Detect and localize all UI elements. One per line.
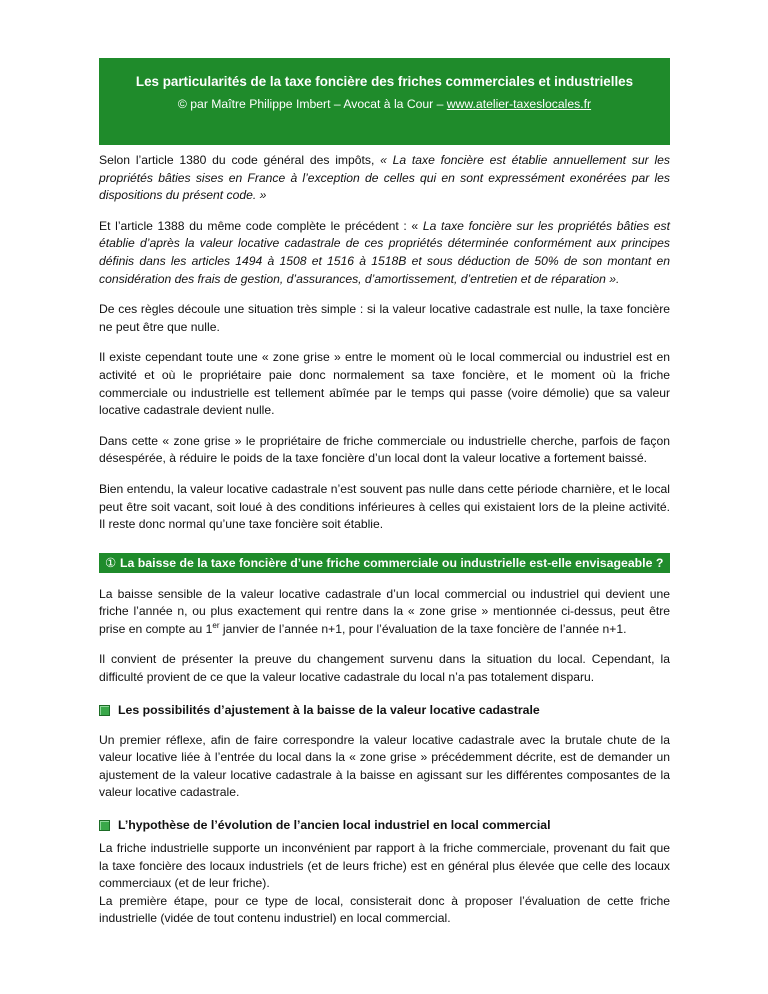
byline-text: © par Maître Philippe Imbert – Avocat à la Cour – xyxy=(177,97,447,111)
intro-p2-lead: Et l’article 1388 du même code complète le précédent : « xyxy=(99,218,423,233)
document-title: Les particularités de la taxe foncière des friches commerciales et industrielles xyxy=(135,74,634,89)
intro-paragraph-3: De ces règles découle une situation très simple : si la valeur locative cadastrale est nulle, la taxe foncière ne peut être que nulle. xyxy=(99,302,670,334)
section-1-paragraph-1 xyxy=(99,586,670,639)
website-link[interactable]: www.atelier-taxeslocales.fr xyxy=(446,97,592,111)
subsection-2-title: L’hypothèse de l’évolution de l’ancien local industriel en local commercial xyxy=(118,818,551,833)
section-1-heading xyxy=(99,553,670,573)
subsection-1-title: Les possibilités d’ajustement à la baisse de la valeur locative cadastrale xyxy=(118,702,540,717)
intro-p1-quote: « La taxe foncière est établie annuellement sur les propriétés bâties sises en France à l’exception de celles qui en sont expressément exonérées par les dispositions du présent code. » xyxy=(99,153,670,203)
subsection-1-paragraph: Un premier réflexe, afin de faire correspondre la valeur locative cadastrale avec la brutale chute de la valeur locative liée à l’entrée du local dans la « zone grise » précédemment décrite, est de demander un ajustement de la valeur locative cadastrale à la baisse en agissant sur les différentes composantes de la valeur locative cadastrale. xyxy=(99,732,670,800)
intro-paragraph-2 xyxy=(99,218,670,288)
section-1-paragraph-2: Il convient de présenter la preuve du changement survenu dans la situation du local. Cependant, la difficulté provient de ce que la valeur locative cadastrale du local n’a pas totalement disparu. xyxy=(99,652,670,685)
section-1-number: ① xyxy=(105,555,117,570)
subsection-2-heading xyxy=(99,817,670,834)
subsection-2-paragraph-2: La première étape, pour ce type de local, consisterait donc à proposer l’évaluation de cette friche industrielle (vidée de tout contenu industriel) en local commercial. xyxy=(99,893,670,926)
intro-p2-quote: La taxe foncière sur les propriétés bâties est établie d’après la valeur locative cadastrale de ces propriétés déterminée conformément aux principes définis dans les articles 1494 à 1508 et 1516 à 1518B et sous déduction de 50% de son montant en considération des frais de gestion, d’assurances, d’amortissement, d’entretien et de réparation ». xyxy=(99,218,670,286)
section-1-p1-text-a: La baisse sensible de la valeur locative cadastrale d’un local commercial ou industriel qui devient une friche l’année n, ou plus exactement qui rentre dans la « zone grise » mentionnée ci-dessus, peut être prise en compte au 1 xyxy=(99,586,670,636)
section-1-p1-text-b: janvier de l’année n+1, pour l’évaluation de la taxe foncière de l’année n+1. xyxy=(219,621,627,636)
intro-paragraph-1 xyxy=(99,152,670,205)
superscript-er: er xyxy=(212,620,220,630)
square-bullet-icon xyxy=(99,705,110,716)
document-body xyxy=(99,152,670,928)
intro-paragraph-6: Bien entendu, la valeur locative cadastrale n’est souvent pas nulle dans cette période charnière, et le local peut être soit vacant, soit loué à des conditions inférieures à celles qui existaient lors de la pleine activité. Il reste donc normal qu’une taxe foncière soit établie. xyxy=(99,481,670,532)
subsection-2-paragraph-1: La friche industrielle supporte un inconvénient par rapport à la friche commerciale, provenant du fait que la taxe foncière des locaux industriels (et de leurs friche) est en général plus élevée que celle des locaux commerciaux (et de leur friche). xyxy=(99,841,670,891)
intro-p1-lead: Selon l’article 1380 du code général des impôts, xyxy=(99,153,381,167)
intro-paragraph-4: Il existe cependant toute une « zone grise » entre le moment où le local commercial ou industriel est en activité et où le propriétaire paie donc normalement sa taxe foncière, et le moment où la friche commerciale ou industrielle est tellement abîmée par le temps qui passe (voire démolie) que sa valeur locative cadastrale devient nulle. xyxy=(99,350,670,418)
header-banner xyxy=(99,58,670,145)
square-bullet-icon xyxy=(99,820,110,831)
intro-paragraph-5: Dans cette « zone grise » le propriétaire de friche commerciale ou industrielle cherche, parfois de façon désespérée, à réduire le poids de la taxe foncière d’un local dont la valeur locative a fortement baissé. xyxy=(99,433,670,466)
byline xyxy=(99,96,670,112)
subsection-1-heading xyxy=(99,702,670,719)
section-1-title: La baisse de la taxe foncière d’une friche commerciale ou industrielle est-elle envisageable ? xyxy=(120,555,664,570)
